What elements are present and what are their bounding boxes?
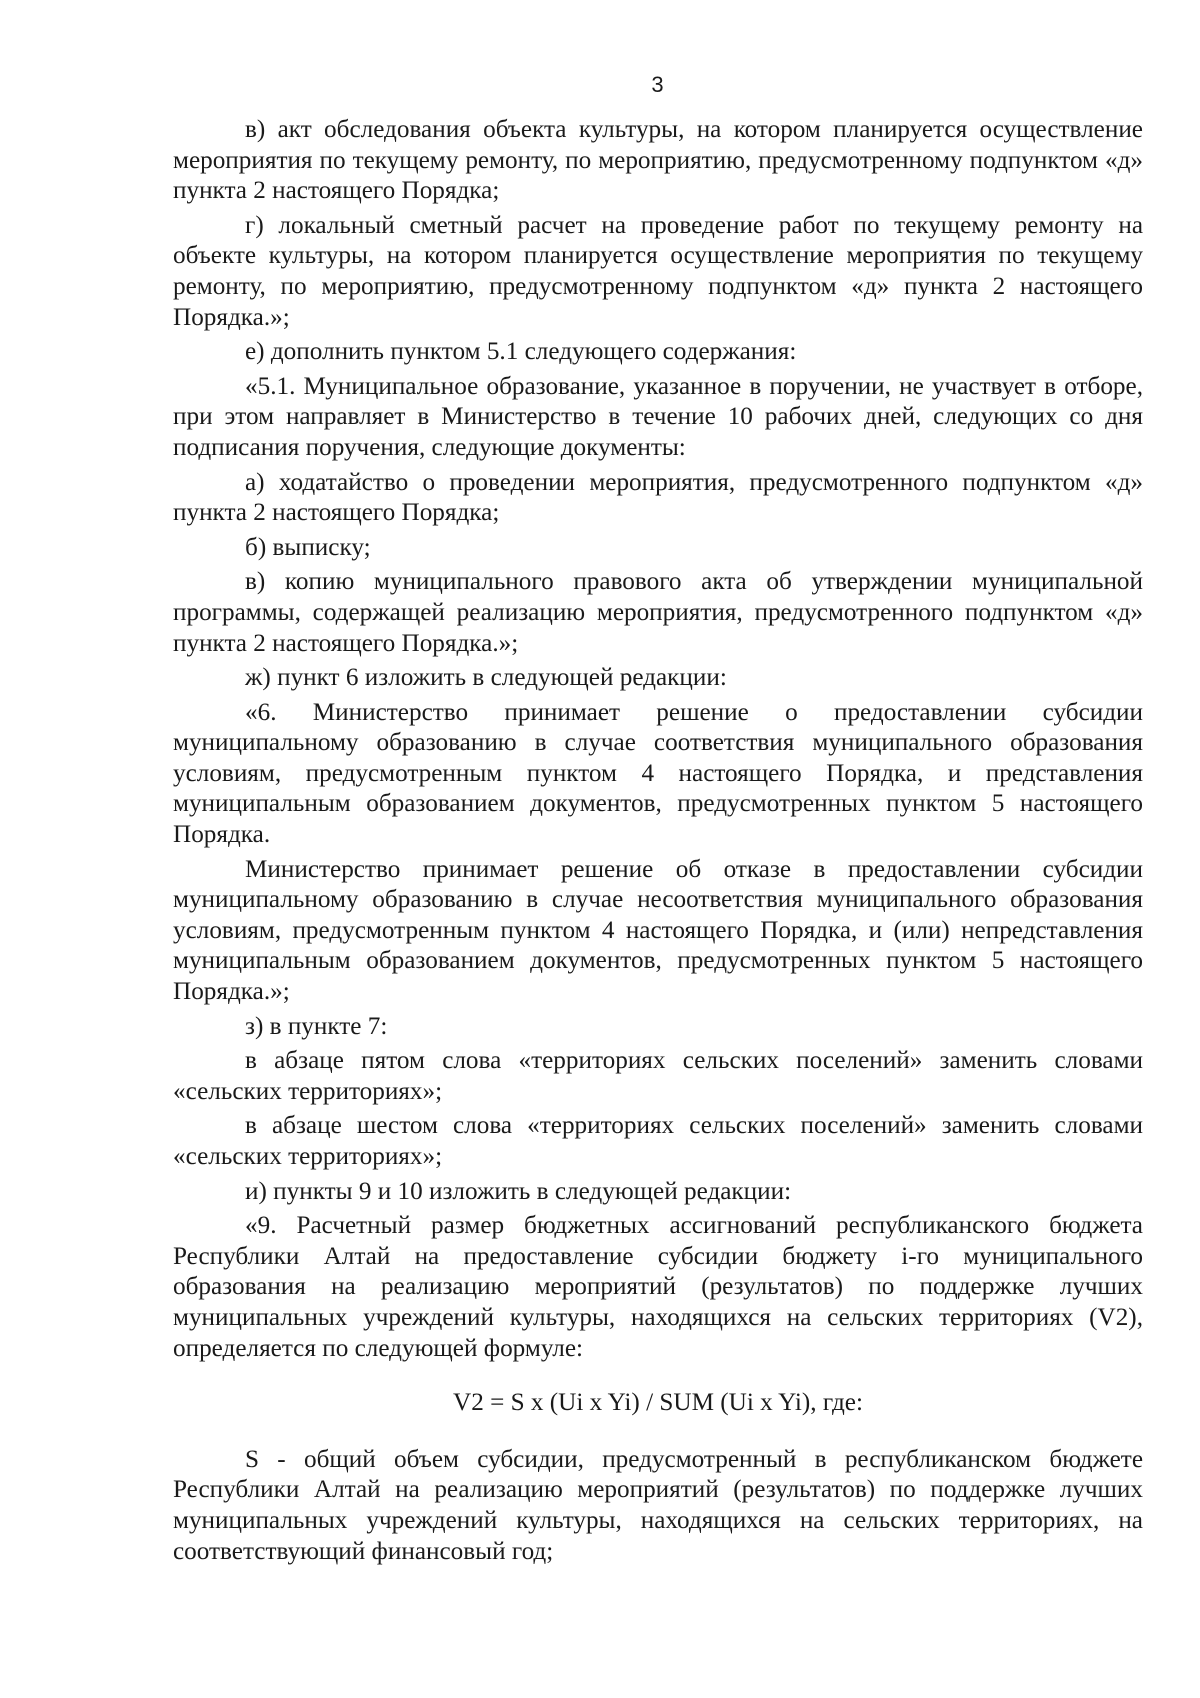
paragraph-e-add-5-1: е) дополнить пунктом 5.1 следующего содержания:	[245, 338, 797, 366]
page-number: 3	[651, 72, 664, 97]
paragraph-v-survey-act: в) акт обследования объекта культуры, на котором планируется осуществление мероприятия по текущему ремонту, по мероприятию, предусмотренному подпунктом «д» пункта 2 настоящего Порядка;	[173, 116, 1143, 205]
paragraph-s-definition: S - общий объем субсидии, предусмотренный в республиканском бюджете Республики Алтай на реализацию мероприятий (результатов) по поддержке лучших муниципальных учреждений культуры, находящихся на сельских территориях, на соответствующий финансовый год;	[173, 1445, 1143, 1565]
paragraph-i-points-9-10: и) пункты 9 и 10 изложить в следующей редакции:	[245, 1177, 792, 1205]
paragraph-z-point-7: з) в пункте 7:	[245, 1012, 388, 1040]
paragraph-g-estimate: г) локальный сметный расчет на проведение работ по текущему ремонту на объекте культуры, на котором планируется осуществление мероприятия по текущему ремонту, по мероприятию, предусмотренному подпунктом «д» пункта 2 настоящего Порядка.»;	[173, 211, 1143, 331]
paragraph-fifth-abzac: в абзаце пятом слова «территориях сельских поселений» заменить словами «сельских территориях»;	[173, 1047, 1143, 1105]
paragraph-sixth-abzac: в абзаце шестом слова «территориях сельских поселений» заменить словами «сельских территориях»;	[173, 1112, 1143, 1170]
paragraph-6-decision: «6. Министерство принимает решение о предоставлении субсидии муниципальному образованию в случае соответствия муниципального образования условиям, предусмотренным пунктом 4 настоящего Порядка, и представления муниципальным образованием документов, предусмотренных пунктом 5 настоящего Порядка.	[173, 698, 1143, 849]
document-body	[173, 115, 1143, 1567]
formula: V2 = S x (Ui x Yi) / SUM (Ui x Yi), где:	[453, 1389, 863, 1417]
paragraph-zh-point-6: ж) пункт 6 изложить в следующей редакции:	[245, 664, 727, 692]
paragraph-a-petition: а) ходатайство о проведении мероприятия, предусмотренного подпунктом «д» пункта 2 настоящего Порядка;	[173, 468, 1143, 527]
paragraph-v-legal-act-copy: в) копию муниципального правового акта об утверждении муниципальной программы, содержащей реализацию мероприятия, предусмотренного подпунктом «д» пункта 2 настоящего Порядка.»;	[173, 568, 1143, 657]
paragraph-b-extract: б) выписку;	[245, 533, 371, 561]
paragraph-6-refusal: Министерство принимает решение об отказе в предоставлении субсидии муниципальному образованию в случае несоответствия муниципального образования условиям, предусмотренным пунктом 4 настоящего Порядка, и (или) непредставления муниципальным образованием документов, предусмотренных пунктом 5 настоящего Порядка.»;	[173, 855, 1143, 1006]
paragraph-9-calculation: «9. Расчетный размер бюджетных ассигнований республиканского бюджета Республики Алтай на предоставление субсидии бюджету i-го муниципального образования на реализацию мероприятий (результатов) по поддержке лучших муниципальных учреждений культуры, находящихся на сельских территориях (V2), определяется по следующей формуле:	[173, 1212, 1143, 1362]
paragraph-5-1: «5.1. Муниципальное образование, указанное в поручении, не участвует в отборе, при этом направляет в Министерство в течение 10 рабочих дней, следующих со дня подписания поручения, следующие документы:	[173, 372, 1143, 461]
